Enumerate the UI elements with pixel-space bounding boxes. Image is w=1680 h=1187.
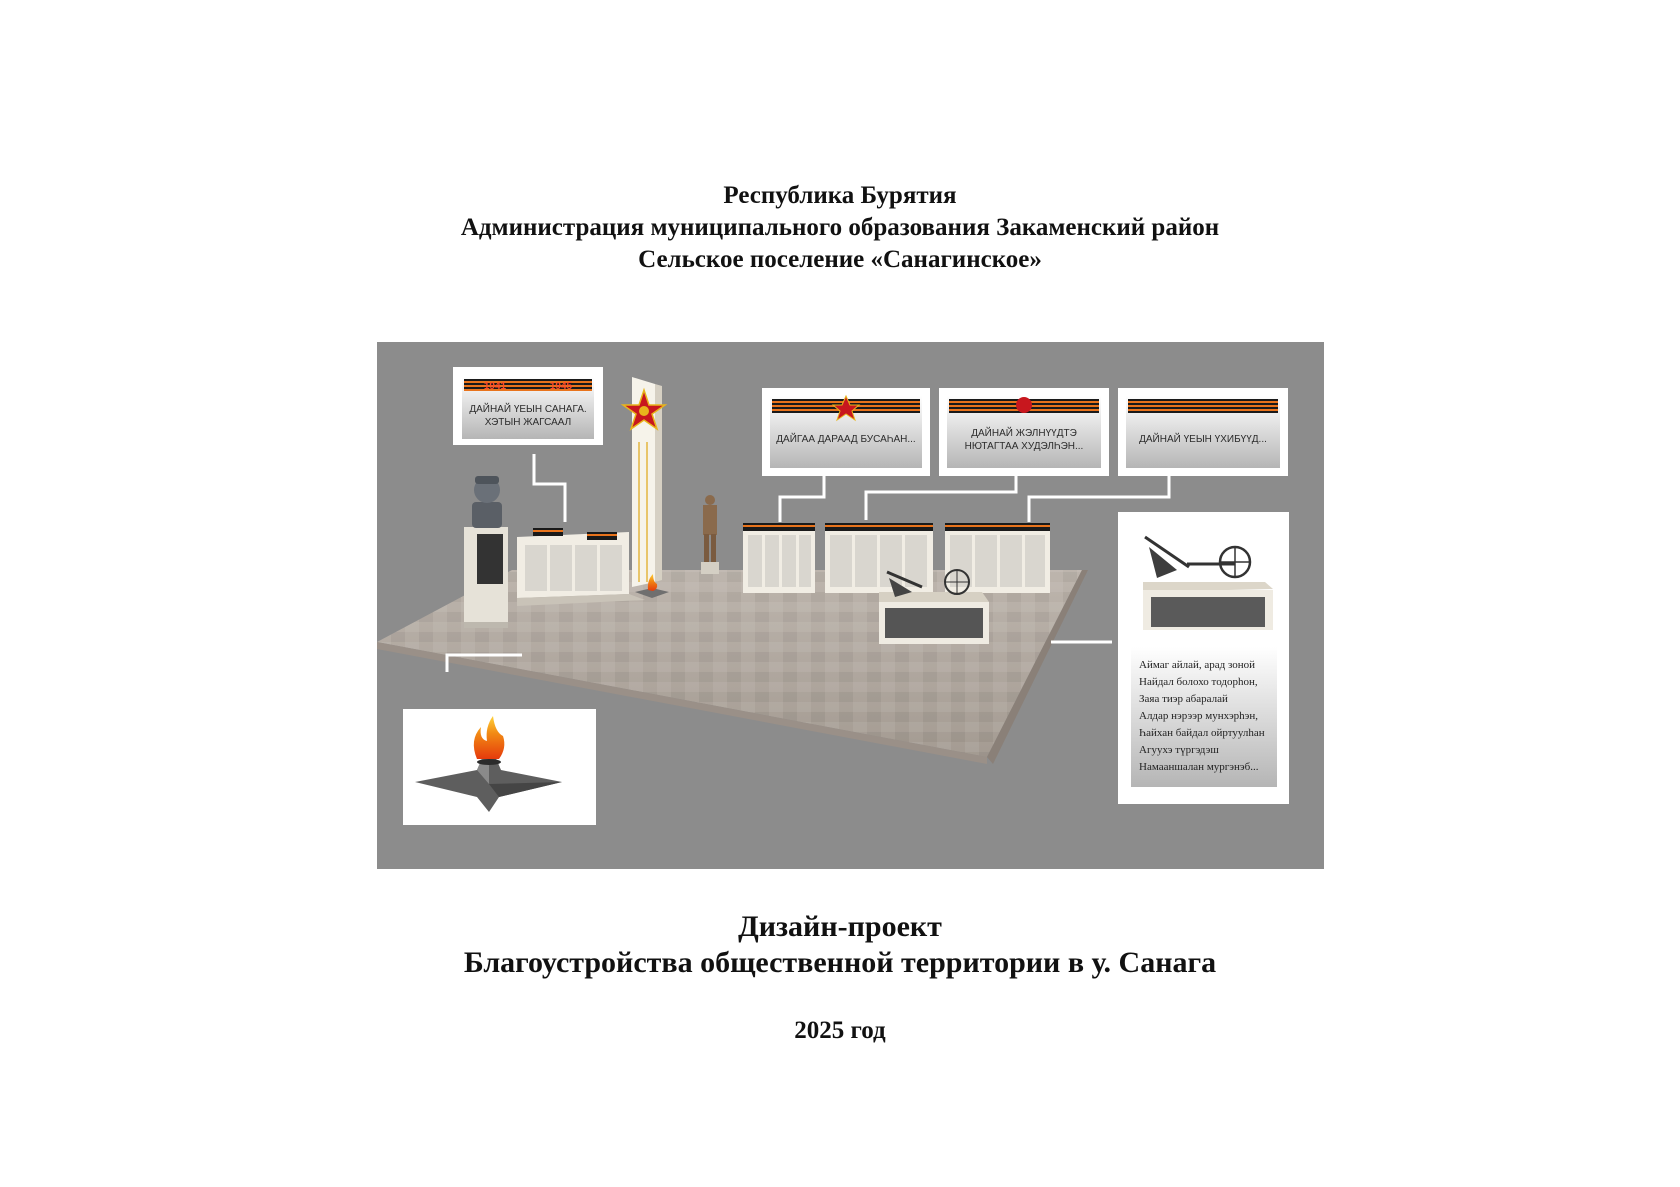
info-panel-1: [762, 388, 930, 476]
panel-left-line1: ДАЙНАЙ ҮЕЫН САНАГА.: [469, 404, 587, 415]
panel-2-line1: ДАЙНАЙ ЖЭЛНҮҮДТЭ: [971, 428, 1077, 439]
document-header: [0, 180, 1680, 276]
header-administration: Администрация муниципального образования Закаменский район: [460, 214, 1220, 241]
panel-left-line2: ХЭТЫН ЖАГСААЛ: [484, 417, 572, 428]
panel-left-year-end: 1945: [549, 381, 573, 392]
memorial-wall-1: [743, 523, 815, 593]
info-panel-left: [453, 367, 603, 445]
info-panel-3: [1118, 388, 1288, 476]
project-title: Дизайн-проект: [738, 910, 942, 943]
project-subtitle: Благоустройства общественной территории в у. Санага: [463, 946, 1217, 979]
memorial-wall-2: [825, 523, 933, 593]
panel-2-line2: НЮТАГТАА ХУДЭЛҺЭН...: [964, 441, 1084, 452]
header-republic: Республика Бурятия: [723, 182, 957, 209]
poem-line-1: Аймаг айлай, арад зоной: [1139, 659, 1256, 671]
memorial-scene: [377, 342, 1324, 869]
panel-2-hammer-sickle-icon: [1016, 397, 1032, 413]
poem-line-5: Һайхан байдал ойртуулһан: [1139, 727, 1265, 739]
panel-1-text: ДАЙГАА ДАРААД БУСАҺАН...: [776, 434, 916, 445]
poem-line-2: Найдал болохо тодорһон,: [1139, 676, 1258, 688]
panel-3-text: ДАЙНАЙ ҮЕЫН ҮХИБҮҮД...: [1139, 434, 1267, 445]
poem-line-4: Алдар нэрээр мунхэрһэн,: [1139, 710, 1259, 722]
plough-poem-panel: [1118, 512, 1289, 804]
poem-line-3: Заяа тиэр абаралай: [1139, 693, 1228, 705]
header-settlement: Сельское поселение «Санагинское»: [638, 246, 1042, 273]
stele-monument: [623, 377, 665, 587]
poem-line-6: Агуухэ түргэдэш: [1139, 744, 1219, 756]
info-panel-2: [939, 388, 1109, 476]
soldier-statue: [701, 495, 719, 574]
panel-left-year-start: 1941: [483, 381, 507, 392]
memorial-wall-left: [517, 528, 645, 606]
poem-line-7: Намааншалан мургэнэб...: [1139, 761, 1259, 773]
memorial-design-illustration: [377, 342, 1324, 869]
project-year: 2025 год: [794, 1017, 886, 1044]
flame-detail-panel: [403, 709, 596, 825]
bust-monument: [464, 476, 508, 628]
